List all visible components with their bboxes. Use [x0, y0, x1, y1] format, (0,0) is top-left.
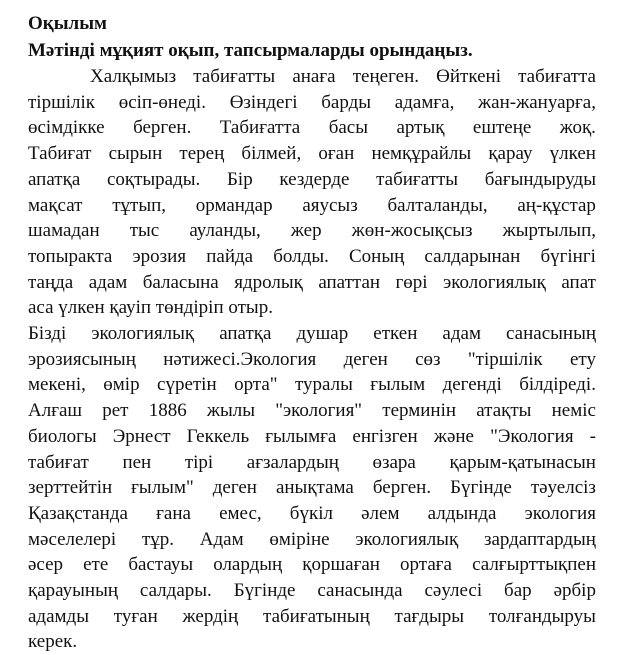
text-line: керек. [28, 631, 78, 653]
text-line [28, 424, 596, 450]
word: ормандар [195, 194, 273, 216]
word: сүретін [157, 374, 217, 396]
word: табиғатты [193, 66, 276, 87]
word: апатқа [219, 323, 272, 345]
word: терминін [382, 400, 457, 422]
section-title: Оқылым [28, 13, 107, 34]
text-line [28, 270, 596, 296]
word: ештеңе [472, 117, 532, 139]
word: эрозия [132, 245, 187, 267]
text-line [28, 193, 596, 219]
word: ету [569, 348, 596, 370]
word: эрозиясының [28, 348, 136, 370]
text-line [28, 167, 596, 193]
word: апат [561, 271, 596, 293]
word: оған [318, 143, 355, 165]
word: Табиғат [28, 143, 92, 165]
word: зерттейтін [28, 477, 113, 499]
word: болды. [273, 245, 329, 267]
word: Өзіндегі [229, 91, 298, 113]
word: шамадан [28, 220, 100, 242]
word: ғылымға [265, 425, 337, 447]
word: 1886 [148, 400, 187, 422]
paragraph-1 [28, 64, 596, 321]
word: адам [442, 323, 481, 345]
word: олардың [213, 554, 283, 576]
text-line: аса үлкен қауіп төндіріп отыр. [28, 297, 273, 319]
word: тыс [129, 220, 160, 242]
word: ауланды, [189, 220, 261, 242]
word: дегенді [442, 374, 502, 396]
word: Соның [348, 245, 405, 267]
text-line [28, 115, 596, 141]
word: - [589, 425, 596, 447]
word: ете [83, 554, 109, 576]
word: қарау [488, 143, 533, 165]
word: білмей, [241, 143, 302, 165]
word: қарауының [28, 580, 118, 602]
word: Геккель [186, 425, 250, 447]
word: салғырттықпен [472, 554, 596, 576]
word: "тіршілік [467, 348, 543, 370]
word: өсіп-өнеді. [118, 91, 206, 113]
word: неміс [551, 400, 596, 422]
word: таңда [28, 271, 74, 293]
word: артық [396, 117, 445, 139]
word: салдары. [139, 580, 212, 602]
word: әсер [28, 554, 64, 576]
word: ғылым [370, 374, 426, 396]
word: пайда [206, 245, 254, 267]
word: тіршілік [28, 91, 95, 113]
word: табиғатты [376, 168, 459, 190]
word: экология [524, 502, 596, 524]
word: туралы [294, 374, 353, 396]
word: өміріне [269, 528, 330, 550]
word: адамды [28, 605, 89, 627]
word: апаттан [318, 271, 381, 293]
word: ағзалардың [246, 451, 339, 473]
word: басы [328, 117, 368, 139]
text-line [28, 141, 596, 167]
word: гөрі [395, 271, 428, 293]
word: табиғат [28, 451, 89, 473]
word: салдарынан [424, 245, 521, 267]
word: ғана [156, 502, 191, 524]
word: балталанды, [387, 194, 488, 216]
text-line [28, 604, 596, 630]
word: жыртылып, [502, 220, 596, 242]
word: тұтып, [112, 194, 167, 216]
word: берген. [372, 477, 432, 499]
word: бағындыруды [484, 168, 596, 190]
word: мәселелері [28, 528, 117, 550]
word: бастауы [128, 554, 194, 576]
text-line [28, 398, 596, 424]
word: Табиғатта [219, 117, 301, 139]
word: өзара [372, 451, 416, 473]
word: адамға, [394, 91, 455, 113]
word: орта" [234, 374, 278, 396]
text-line [28, 347, 596, 373]
word: ғылым" [131, 477, 194, 499]
word: жердің [182, 605, 239, 627]
word: Өйткені [436, 66, 501, 87]
word: үлкен [549, 143, 596, 165]
word: қарым-қатынасын [449, 451, 596, 473]
word: соқтырады. [106, 168, 201, 190]
text-line [28, 321, 596, 347]
word: рет [102, 400, 129, 422]
word: деген [212, 477, 257, 499]
reading-document [28, 10, 596, 655]
word: аң-құстар [517, 194, 596, 216]
word: "экология" [275, 400, 363, 422]
word: Халқымыз [90, 66, 177, 87]
text-line [28, 527, 596, 553]
word: өмір [103, 374, 140, 396]
text-line [28, 90, 596, 116]
word: бүкіл [289, 502, 333, 524]
word: Бүгінде [233, 580, 296, 602]
word: Бір [227, 168, 253, 190]
text-line [28, 501, 596, 527]
word: санасында [317, 580, 403, 602]
word: нәтижесі.Экология [163, 348, 317, 370]
text-line [28, 552, 596, 578]
instruction-text: Мәтінді мұқият оқып, тапсырмаларды орындаңыз. [28, 40, 473, 61]
word: сырын [108, 143, 163, 165]
word: берген. [133, 117, 192, 139]
text-line [28, 244, 596, 270]
word: білдіреді. [519, 374, 596, 396]
word: жоқ. [559, 117, 596, 139]
word: ядролық [234, 271, 303, 293]
word: Бізді [28, 323, 67, 345]
word: туған [113, 605, 158, 627]
word: сәулесі [424, 580, 483, 602]
text-line [28, 475, 596, 501]
word: тірі [184, 451, 214, 473]
word: "Экология [490, 425, 574, 447]
word: пен [122, 451, 152, 473]
word: емес, [219, 502, 262, 524]
word: адам [88, 271, 128, 293]
word: Қазақстанда [28, 502, 128, 524]
word: топыракта [28, 245, 113, 267]
word: табиғатының [263, 605, 370, 627]
word: және [433, 425, 474, 447]
word: әлем [361, 502, 400, 524]
word: Бүгінде [450, 477, 512, 499]
word: жер [290, 220, 322, 242]
word: мекені, [28, 374, 86, 396]
word: экологиялық [355, 528, 459, 550]
word: теңеген. [352, 66, 419, 87]
word: Алғаш [28, 400, 83, 422]
word: енгізген [352, 425, 418, 447]
word: биологы [28, 425, 97, 447]
word: табиғатта [518, 66, 596, 87]
word: атақты [476, 400, 532, 422]
word: әрбір [553, 580, 596, 602]
word: жөн-жосықсыз [351, 220, 473, 242]
word: ортаға [400, 554, 452, 576]
paragraph-2 [28, 321, 596, 655]
word: еткен [373, 323, 418, 345]
word: жылы [206, 400, 256, 422]
word: жан-жануарға, [478, 91, 596, 113]
word: Адам [199, 528, 244, 550]
word: баласына [142, 271, 219, 293]
word: Эрнест [112, 425, 171, 447]
word: экологиялық [91, 323, 195, 345]
word: тағдыры [394, 605, 465, 627]
word: қоршаған [302, 554, 380, 576]
word: душар [296, 323, 349, 345]
text-line [28, 64, 596, 90]
word: тұр. [141, 528, 174, 550]
word: апатқа [28, 168, 81, 190]
word: сөз [415, 348, 441, 370]
word: тәуелсіз [530, 477, 596, 499]
word: толғандыруы [488, 605, 596, 627]
word: кездерде [279, 168, 350, 190]
word: бүгінгі [540, 245, 596, 267]
word: өсімдікке [28, 117, 105, 139]
word: санасының [506, 323, 596, 345]
text-line [28, 450, 596, 476]
word: экологиялық [443, 271, 546, 293]
word: деген [343, 348, 388, 370]
word: зардаптардың [483, 528, 596, 550]
word: аяусыз [302, 194, 358, 216]
word: анықтама [275, 477, 354, 499]
word: алдында [427, 502, 497, 524]
word: барды [321, 91, 372, 113]
text-line [28, 218, 596, 244]
text-line [28, 578, 596, 604]
word: немқұрайлы [371, 143, 472, 165]
text-line [28, 372, 596, 398]
word: анаға [292, 66, 336, 87]
word: бар [504, 580, 532, 602]
word: терең [179, 143, 225, 165]
word: мақсат [28, 194, 83, 216]
